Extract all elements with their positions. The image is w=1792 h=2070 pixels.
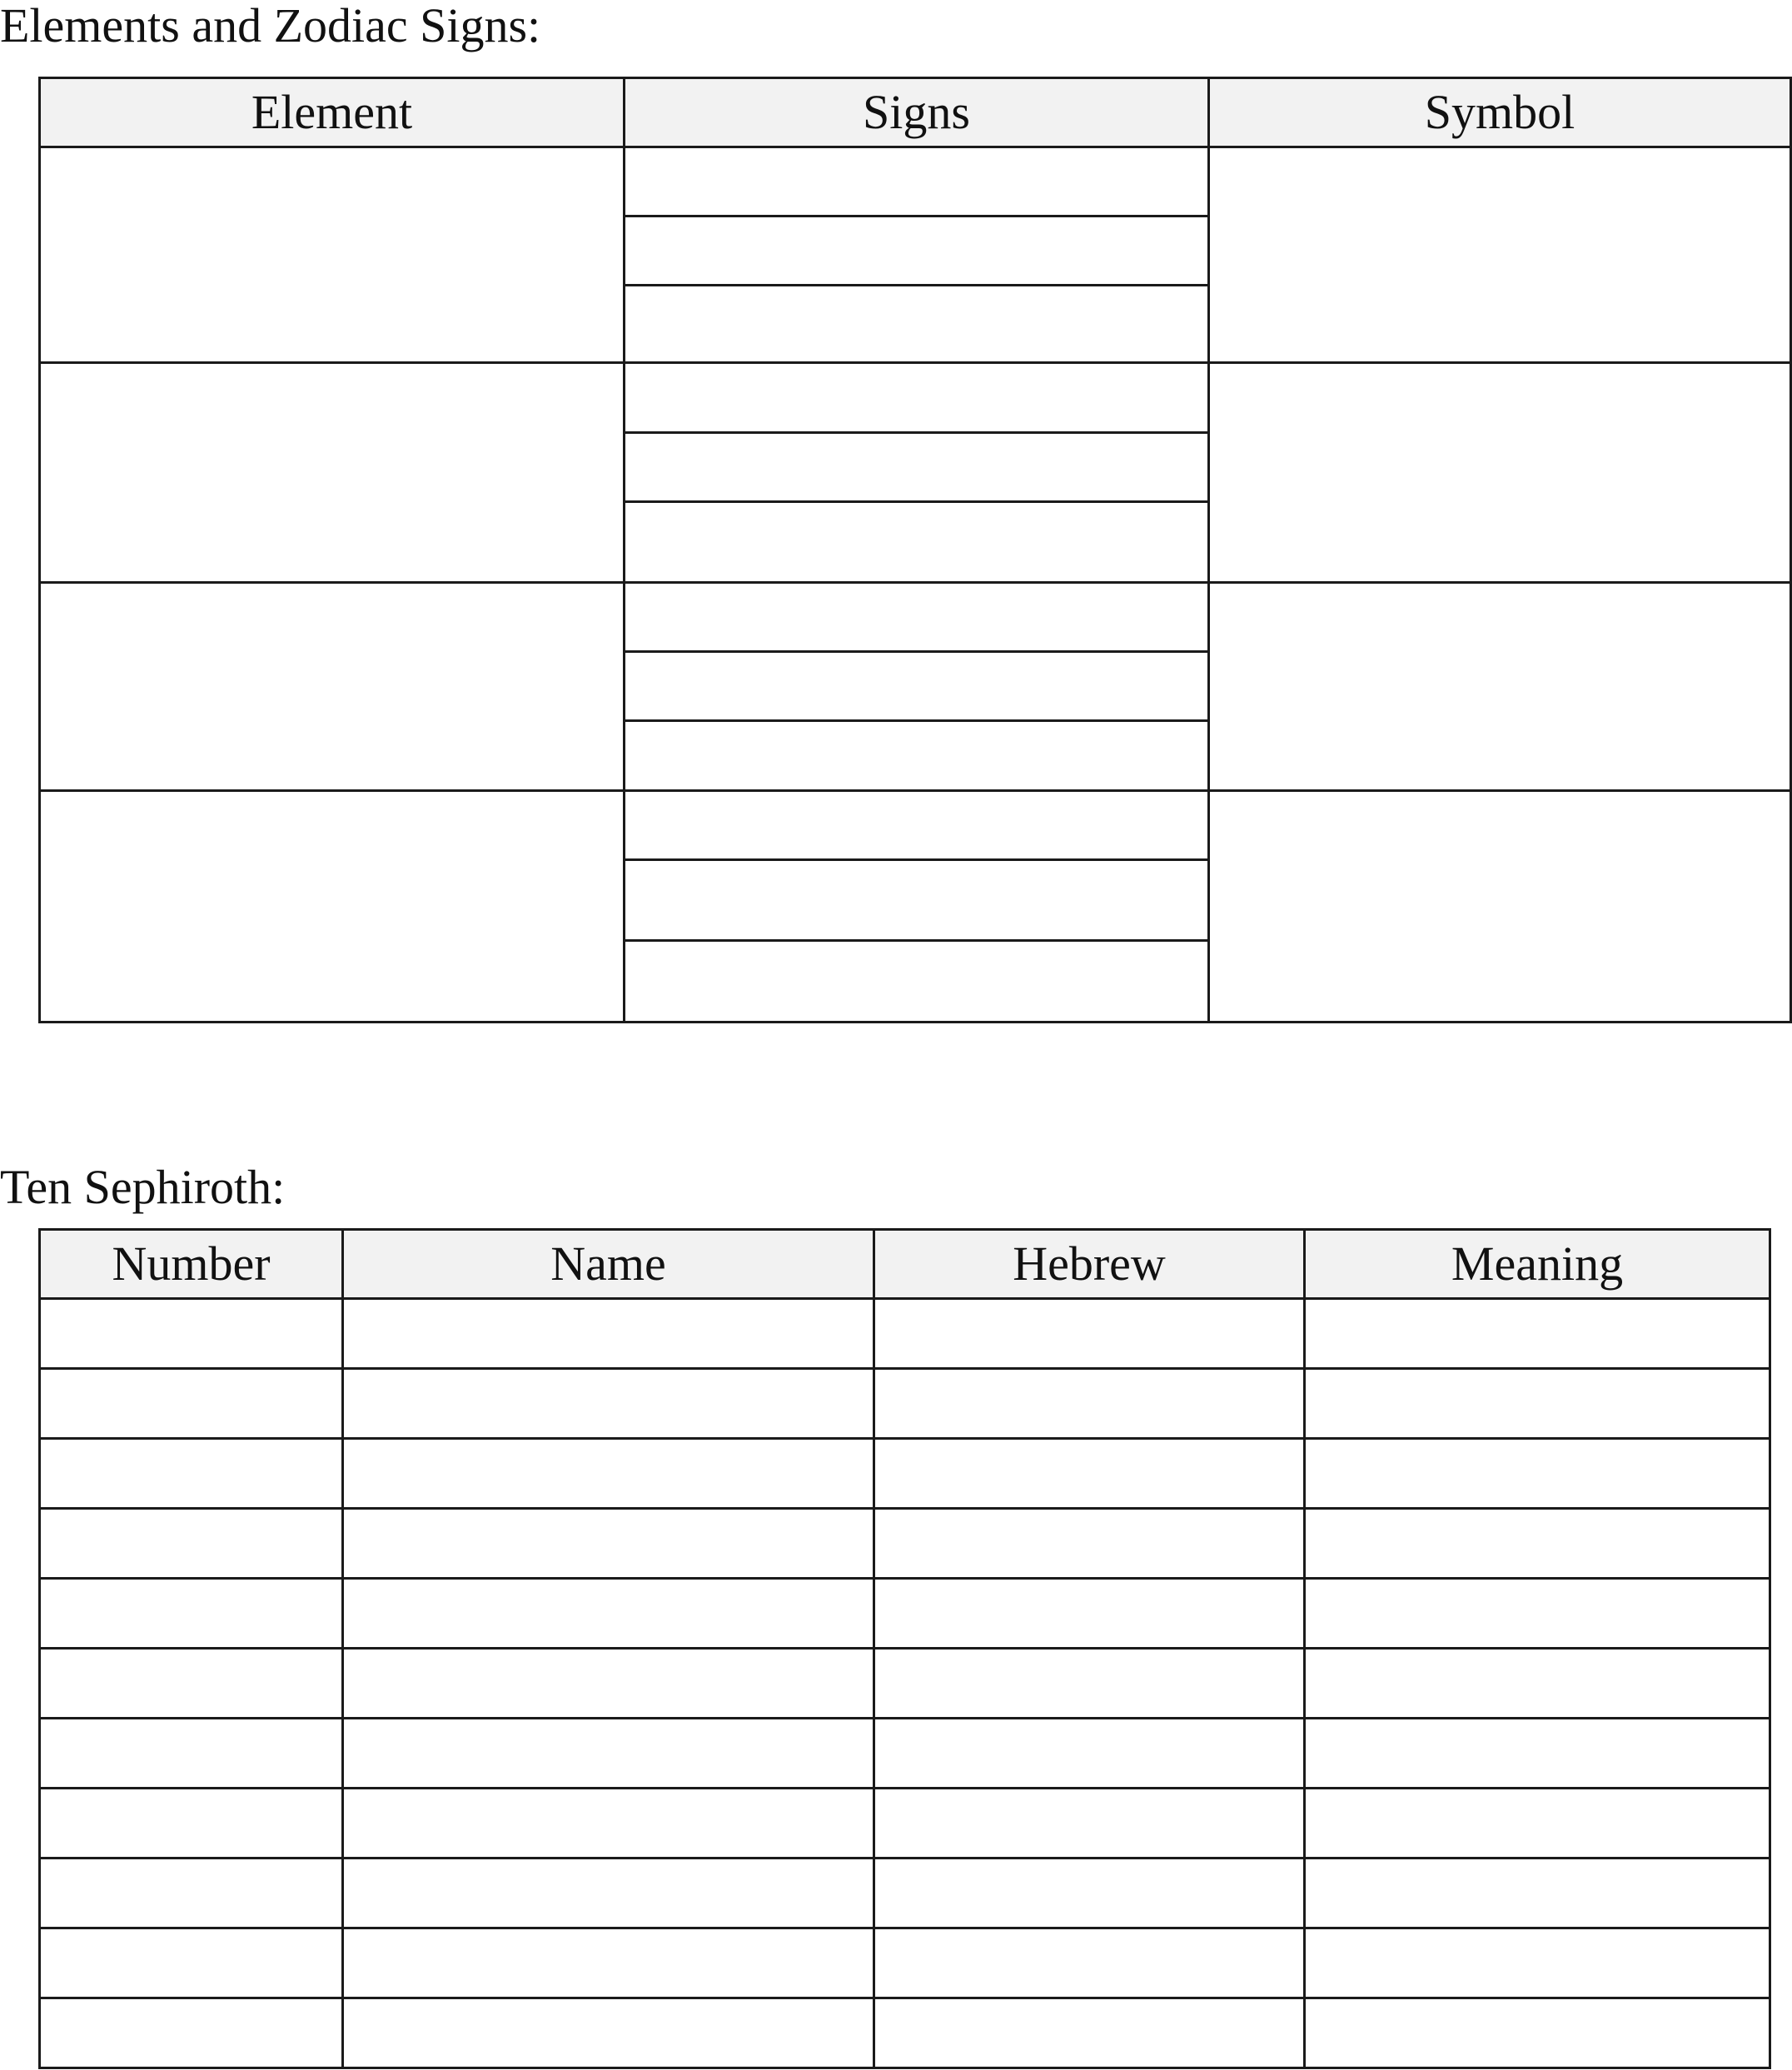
meaning-cell[interactable] — [1305, 1299, 1770, 1369]
sign-cell[interactable] — [625, 363, 1209, 433]
name-cell[interactable] — [343, 1859, 874, 1928]
sephiroth-table — [38, 1228, 1771, 2069]
symbol-cell[interactable] — [1209, 363, 1791, 583]
hebrew-cell[interactable] — [874, 1299, 1305, 1369]
elements-section-title: Elements and Zodiac Signs: — [0, 0, 541, 52]
name-cell[interactable] — [343, 1579, 874, 1649]
signs-column-header: Signs — [625, 78, 1209, 147]
sign-cell[interactable] — [625, 583, 1209, 652]
hebrew-cell[interactable] — [874, 1789, 1305, 1859]
number-cell[interactable] — [40, 1439, 343, 1509]
table-row — [40, 1859, 1770, 1928]
name-column-header: Name — [343, 1230, 874, 1299]
name-cell[interactable] — [343, 1928, 874, 1998]
sign-cell[interactable] — [625, 433, 1209, 502]
hebrew-cell[interactable] — [874, 1579, 1305, 1649]
table-row — [40, 1928, 1770, 1998]
number-cell[interactable] — [40, 1579, 343, 1649]
hebrew-cell[interactable] — [874, 1369, 1305, 1439]
number-cell[interactable] — [40, 1369, 343, 1439]
meaning-column-header: Meaning — [1305, 1230, 1770, 1299]
elements-header-row — [40, 78, 1791, 147]
symbol-cell[interactable] — [1209, 791, 1791, 1023]
hebrew-cell[interactable] — [874, 1649, 1305, 1719]
symbol-cell[interactable] — [1209, 583, 1791, 791]
number-cell[interactable] — [40, 1859, 343, 1928]
symbol-cell[interactable] — [1209, 147, 1791, 363]
sign-cell[interactable] — [625, 941, 1209, 1023]
name-cell[interactable] — [343, 1789, 874, 1859]
sign-cell[interactable] — [625, 216, 1209, 286]
table-row — [40, 1299, 1770, 1369]
name-cell[interactable] — [343, 1299, 874, 1369]
elements-zodiac-table — [38, 77, 1792, 1023]
hebrew-cell[interactable] — [874, 1998, 1305, 2068]
meaning-cell[interactable] — [1305, 1649, 1770, 1719]
name-cell[interactable] — [343, 1369, 874, 1439]
table-row — [40, 1998, 1770, 2068]
element-cell[interactable] — [40, 363, 625, 583]
number-cell[interactable] — [40, 1928, 343, 1998]
meaning-cell[interactable] — [1305, 1789, 1770, 1859]
number-column-header: Number — [40, 1230, 343, 1299]
element-group-row — [40, 583, 1791, 652]
sign-cell[interactable] — [625, 721, 1209, 791]
hebrew-cell[interactable] — [874, 1719, 1305, 1789]
table-row — [40, 1439, 1770, 1509]
sephiroth-section-title: Ten Sephiroth: — [0, 1160, 286, 1214]
sign-cell[interactable] — [625, 652, 1209, 721]
sign-cell[interactable] — [625, 147, 1209, 216]
meaning-cell[interactable] — [1305, 1579, 1770, 1649]
element-group-row — [40, 363, 1791, 433]
number-cell[interactable] — [40, 1299, 343, 1369]
number-cell[interactable] — [40, 1649, 343, 1719]
element-cell[interactable] — [40, 147, 625, 363]
number-cell[interactable] — [40, 1789, 343, 1859]
table-row — [40, 1579, 1770, 1649]
number-cell[interactable] — [40, 1509, 343, 1579]
table-row — [40, 1789, 1770, 1859]
hebrew-cell[interactable] — [874, 1439, 1305, 1509]
meaning-cell[interactable] — [1305, 1439, 1770, 1509]
number-cell[interactable] — [40, 1998, 343, 2068]
table-row — [40, 1719, 1770, 1789]
sign-cell[interactable] — [625, 791, 1209, 860]
sign-cell[interactable] — [625, 502, 1209, 583]
meaning-cell[interactable] — [1305, 1719, 1770, 1789]
hebrew-cell[interactable] — [874, 1859, 1305, 1928]
table-row — [40, 1369, 1770, 1439]
hebrew-cell[interactable] — [874, 1928, 1305, 1998]
name-cell[interactable] — [343, 1509, 874, 1579]
name-cell[interactable] — [343, 1719, 874, 1789]
element-cell[interactable] — [40, 583, 625, 791]
element-group-row — [40, 791, 1791, 860]
meaning-cell[interactable] — [1305, 1369, 1770, 1439]
meaning-cell[interactable] — [1305, 1509, 1770, 1579]
meaning-cell[interactable] — [1305, 1859, 1770, 1928]
table-row — [40, 1509, 1770, 1579]
meaning-cell[interactable] — [1305, 1998, 1770, 2068]
name-cell[interactable] — [343, 1439, 874, 1509]
table-row — [40, 1649, 1770, 1719]
sign-cell[interactable] — [625, 286, 1209, 363]
name-cell[interactable] — [343, 1649, 874, 1719]
element-cell[interactable] — [40, 791, 625, 1023]
sephiroth-header-row — [40, 1230, 1770, 1299]
element-group-row — [40, 147, 1791, 216]
meaning-cell[interactable] — [1305, 1928, 1770, 1998]
number-cell[interactable] — [40, 1719, 343, 1789]
sign-cell[interactable] — [625, 860, 1209, 941]
hebrew-column-header: Hebrew — [874, 1230, 1305, 1299]
hebrew-cell[interactable] — [874, 1509, 1305, 1579]
element-column-header: Element — [40, 78, 625, 147]
name-cell[interactable] — [343, 1998, 874, 2068]
symbol-column-header: Symbol — [1209, 78, 1791, 147]
